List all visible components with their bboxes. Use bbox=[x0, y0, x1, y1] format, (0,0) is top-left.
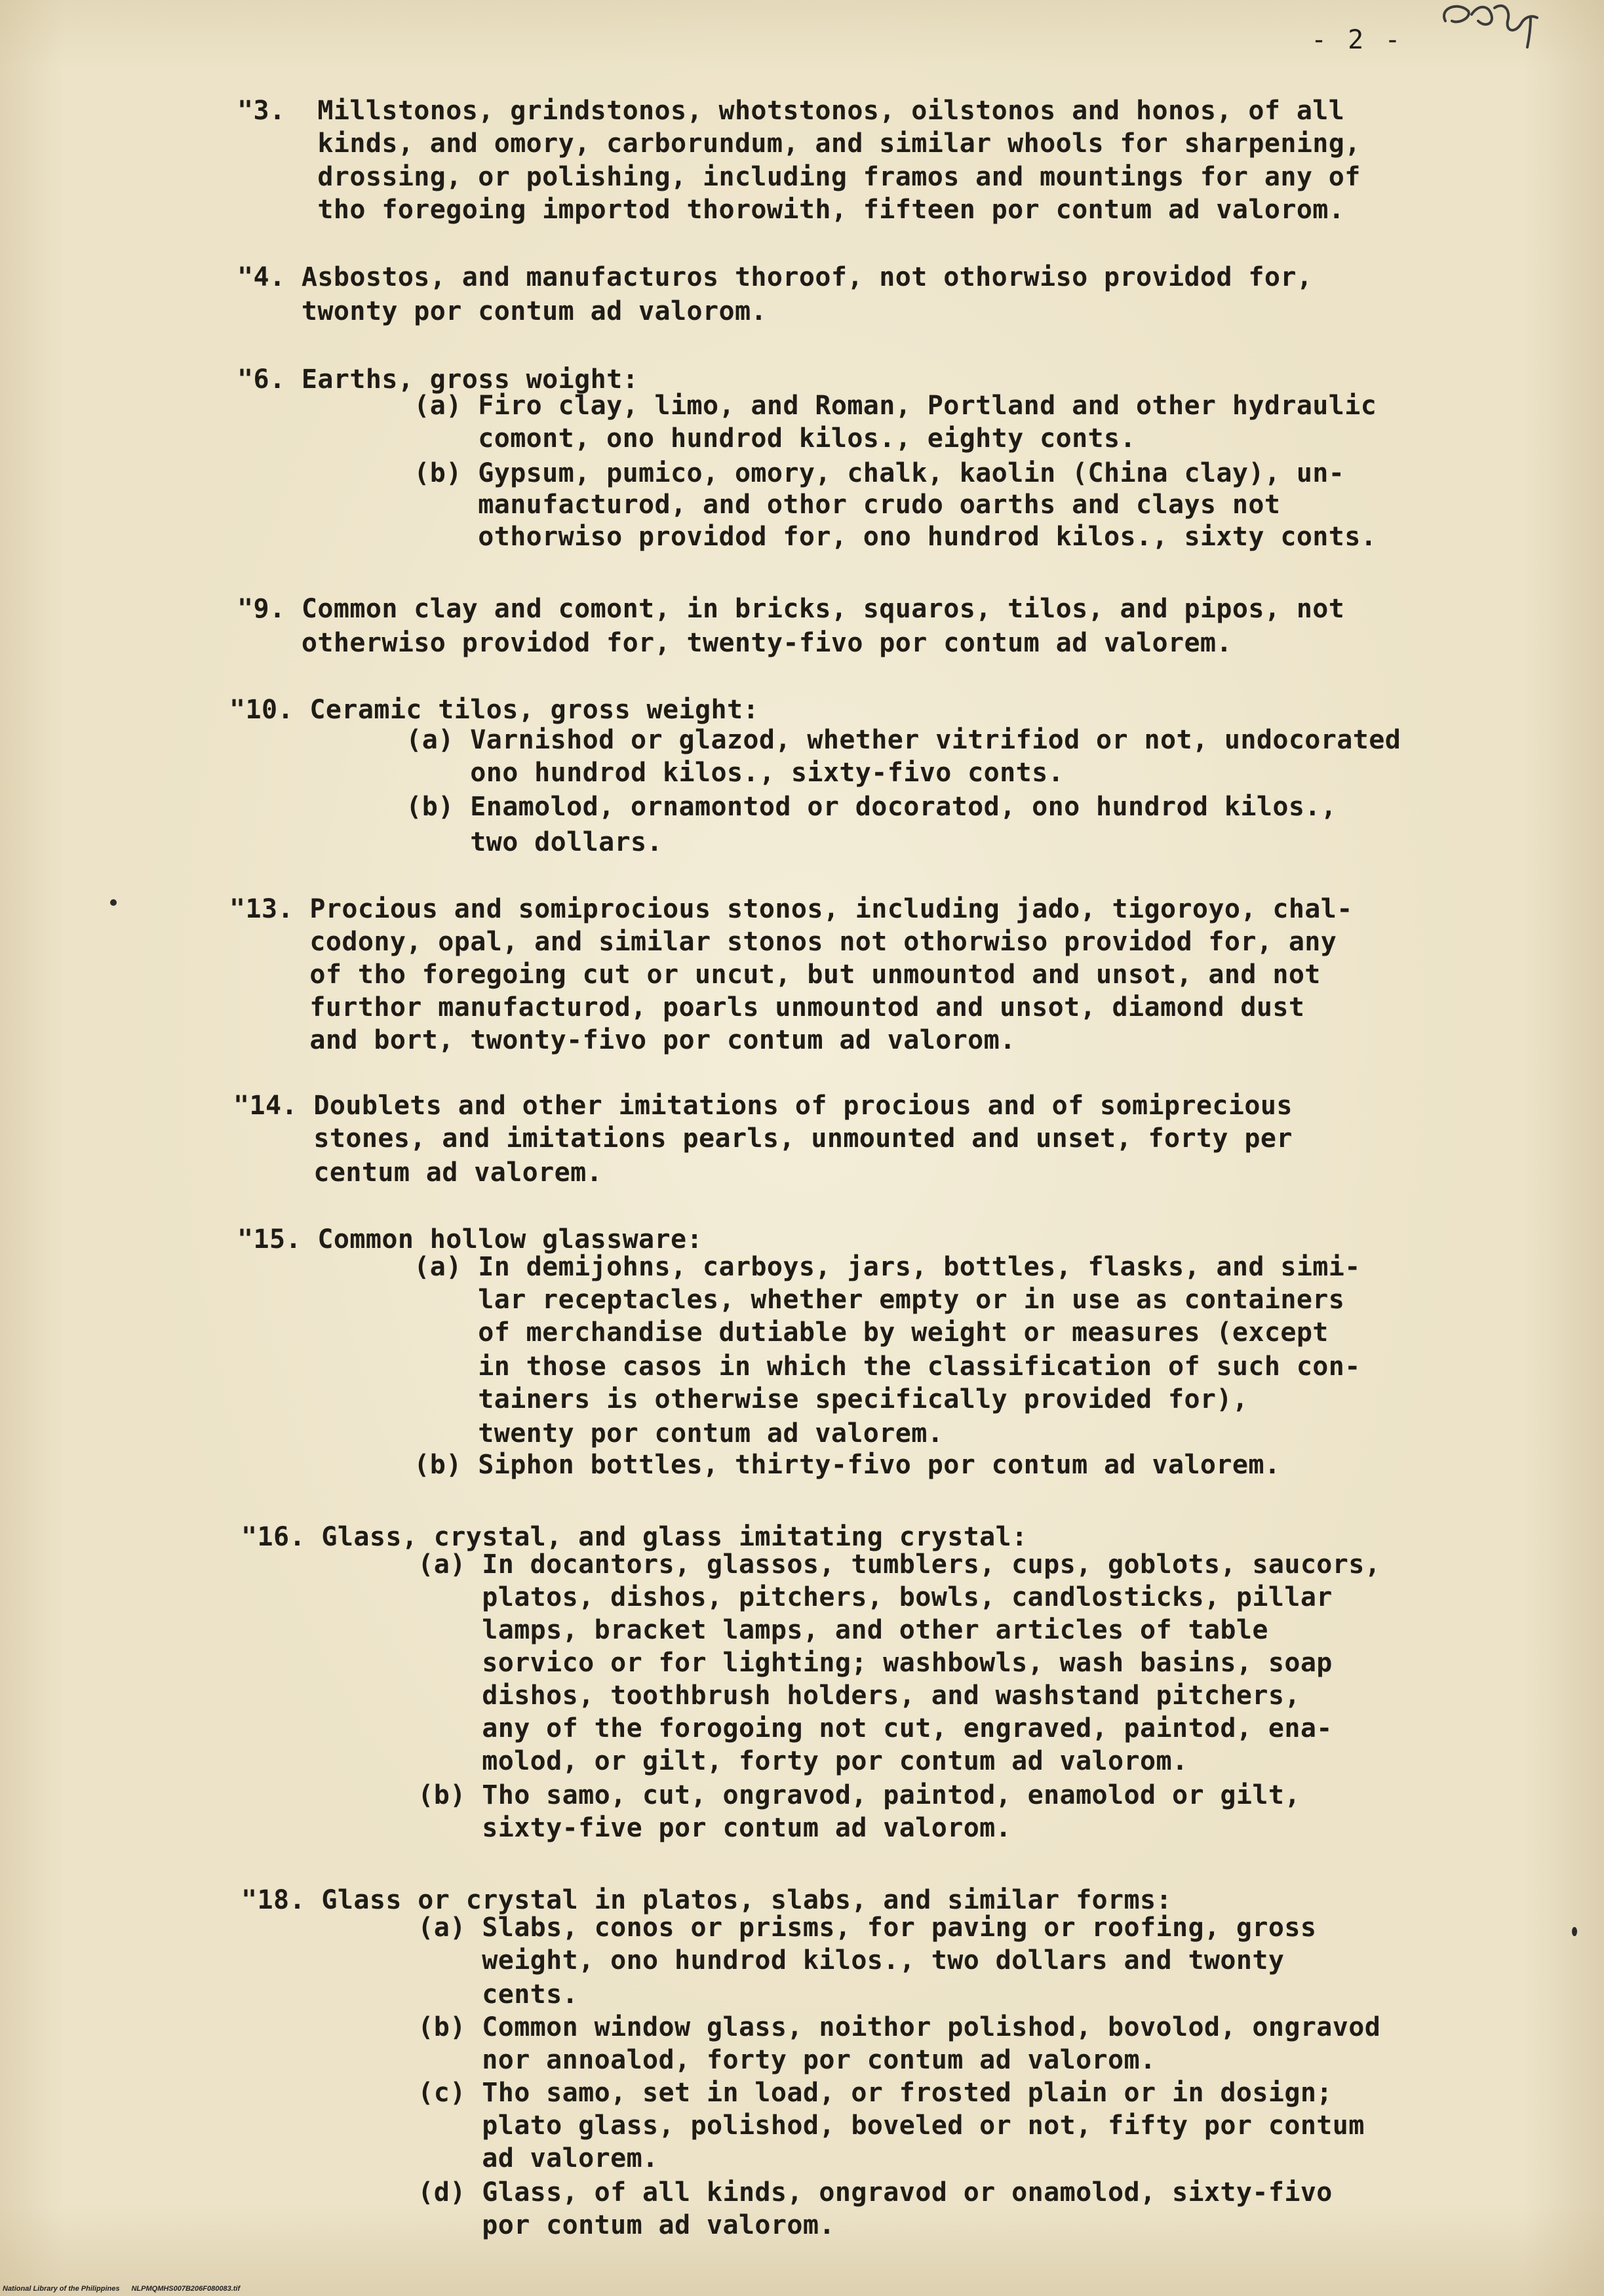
archive-footer bbox=[3, 2285, 240, 2293]
text-line: (b) Siphon bottles, thirty-fivo por contum ad valorem. bbox=[237, 1450, 1281, 1480]
text-line: "13. Procious and somiprocious stonos, including jado, tigoroyo, chal- bbox=[229, 894, 1353, 924]
text-line: (b) Common window glass, noithor polishod, bovolod, ongravod bbox=[241, 2012, 1381, 2042]
text-line: lar receptacles, whether empty or in use as containers bbox=[237, 1285, 1345, 1315]
text-line: (a) Firo clay, limo, and Roman, Portland and other hydraulic bbox=[237, 391, 1377, 421]
text-line: (c) Tho samo, set in load, or frosted plain or in dosign; bbox=[241, 2078, 1333, 2108]
text-line: furthor manufacturod, poarls unmountod and unsot, diamond dust bbox=[229, 992, 1305, 1022]
text-line: (a) Varnishod or glazod, whether vitrifiod or not, undocorated bbox=[229, 725, 1401, 755]
file-id: NLPMQMHS007B206F080083.tif bbox=[131, 2285, 241, 2293]
text-line: dishos, toothbrush holders, and washstand pitchers, bbox=[241, 1681, 1301, 1711]
text-line: weight, ono hundrod kilos., two dollars and twonty bbox=[241, 1945, 1285, 1975]
text-line: platos, dishos, pitchers, bowls, candlosticks, pillar bbox=[241, 1582, 1333, 1612]
text-line: codony, opal, and similar stonos not othorwiso providod for, any bbox=[229, 927, 1337, 957]
text-line: molod, or gilt, forty por contum ad valorom. bbox=[241, 1746, 1188, 1776]
text-line: sixty-five por contum ad valorom. bbox=[241, 1813, 1012, 1843]
text-line: manufacturod, and othor crudo oarths and clays not bbox=[237, 490, 1281, 520]
text-line: and bort, twonty-fivo por contum ad valorom. bbox=[229, 1025, 1016, 1055]
text-line: tainers is otherwise specifically provided for), bbox=[237, 1384, 1249, 1414]
text-line: (a) In demijohns, carboys, jars, bottles, flasks, and simi- bbox=[237, 1252, 1361, 1282]
text-line: (b) Gypsum, pumico, omory, chalk, kaolin (China clay), un- bbox=[237, 458, 1345, 488]
text-line: "3. Millstonos, grindstonos, whotstonos, oilstonos and honos, of all bbox=[237, 96, 1345, 126]
text-line: (b) Enamolod, ornamontod or docoratod, ono hundrod kilos., bbox=[229, 792, 1337, 822]
text-line: "4. Asbostos, and manufacturos thoroof, not othorwiso providod for, bbox=[237, 262, 1313, 292]
text-line: centum ad valorem. bbox=[233, 1158, 603, 1188]
text-line: nor annoalod, forty por contum ad valorom. bbox=[241, 2045, 1156, 2075]
text-line: ad valorem. bbox=[241, 2143, 659, 2173]
text-line: of tho foregoing cut or uncut, but unmountod and unsot, and not bbox=[229, 960, 1321, 990]
text-line: "16. Glass, crystal, and glass imitating crystal: bbox=[241, 1522, 1028, 1552]
text-line: cents. bbox=[241, 1979, 579, 2010]
text-line: ono hundrod kilos., sixty-fivo conts. bbox=[229, 758, 1065, 788]
text-line: in those casos in which the classification of such con- bbox=[237, 1352, 1361, 1382]
handwritten-initials bbox=[1432, 0, 1544, 54]
text-line: tho foregoing importod thorowith, fifteen por contum ad valorom. bbox=[237, 195, 1345, 225]
text-line: of merchandise dutiable by weight or measures (except bbox=[237, 1317, 1329, 1348]
text-line: "9. Common clay and comont, in bricks, squaros, tilos, and pipos, not bbox=[237, 594, 1345, 624]
text-line: (a) In docantors, glassos, tumblers, cups, goblots, saucors, bbox=[241, 1549, 1381, 1580]
text-line: "18. Glass or crystal in platos, slabs, and similar forms: bbox=[241, 1885, 1172, 1915]
text-line: any of the forogoing not cut, engraved, paintod, ena- bbox=[241, 1713, 1333, 1743]
library-credit: National Library of the Philippines bbox=[3, 2285, 120, 2293]
text-line: "10. Ceramic tilos, gross weight: bbox=[229, 695, 759, 725]
text-line: por contum ad valorom. bbox=[241, 2210, 835, 2240]
text-line: sorvico or for lighting; washbowls, wash basins, soap bbox=[241, 1648, 1333, 1678]
text-line: otherwiso providod for, twenty-fivo por contum ad valorem. bbox=[237, 628, 1232, 658]
text-line: twenty por contum ad valorem. bbox=[237, 1418, 944, 1449]
text-line: drossing, or polishing, including framos and mountings for any of bbox=[237, 162, 1361, 192]
text-line: (a) Slabs, conos or prisms, for paving or roofing, gross bbox=[241, 1913, 1317, 1943]
text-line: two dollars. bbox=[229, 827, 663, 857]
text-line: "6. Earths, gross woight: bbox=[237, 364, 639, 395]
text-line: stones, and imitations pearls, unmounted and unset, forty per bbox=[233, 1123, 1293, 1154]
text-line: lamps, bracket lamps, and other articles of table bbox=[241, 1615, 1268, 1645]
ink-speck bbox=[1572, 1927, 1577, 1936]
text-line: "15. Common hollow glassware: bbox=[237, 1224, 703, 1255]
text-line: (d) Glass, of all kinds, ongravod or onamolod, sixty-fivo bbox=[241, 2177, 1333, 2208]
ink-speck bbox=[110, 899, 117, 906]
text-line: comont, ono hundrod kilos., eighty conts. bbox=[237, 423, 1136, 454]
text-line: plato glass, polishod, boveled or not, fifty por contum bbox=[241, 2111, 1365, 2141]
text-line: othorwiso providod for, ono hundrod kilos., sixty conts. bbox=[237, 522, 1377, 552]
text-line: kinds, and omory, carborundum, and similar whools for sharpening, bbox=[237, 128, 1361, 159]
text-line: "14. Doublets and other imitations of procious and of somiprecious bbox=[233, 1091, 1293, 1121]
text-line: (b) Tho samo, cut, ongravod, paintod, enamolod or gilt, bbox=[241, 1780, 1301, 1810]
text-line: twonty por contum ad valorom. bbox=[237, 296, 767, 326]
page-number: - 2 - bbox=[1311, 25, 1403, 55]
